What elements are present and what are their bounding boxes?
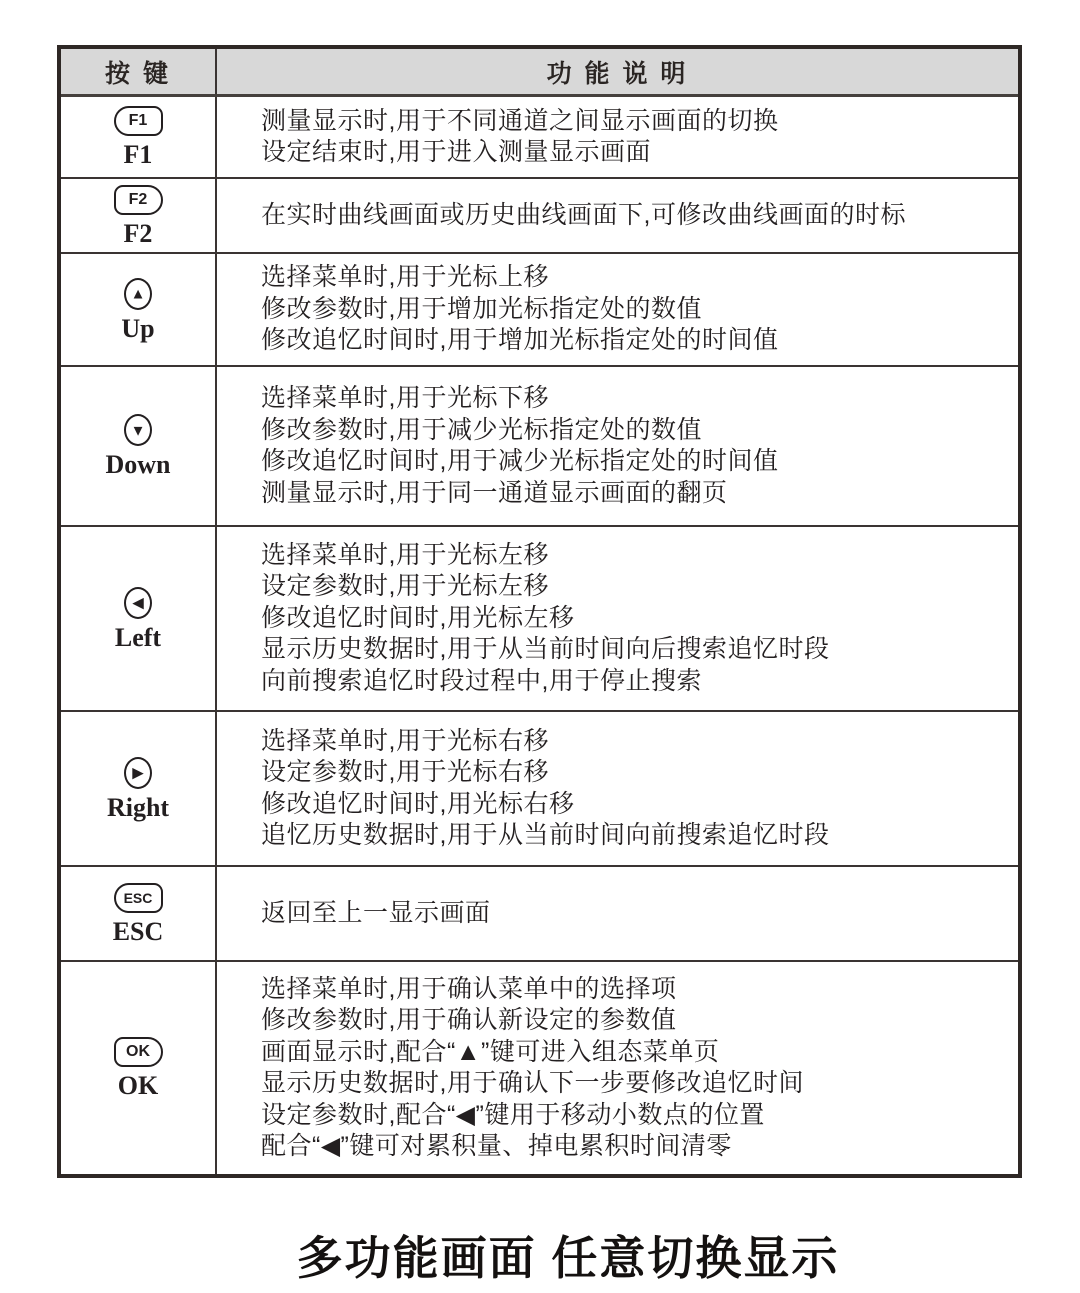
function-line: 测量显示时,用于不同通道之间显示画面的切换 xyxy=(261,106,779,135)
table-row-down xyxy=(61,367,1018,527)
function-cell-ok xyxy=(217,962,1018,1174)
f2-keycap-text: F2 xyxy=(128,190,148,208)
key-label-up: Up xyxy=(121,313,155,343)
function-line: 设定结束时,用于进入测量显示画面 xyxy=(261,138,651,166)
key-label-left: Left xyxy=(114,622,162,652)
function-line: 修改追忆时间时,用光标左移 xyxy=(261,603,575,632)
function-cell-up xyxy=(217,254,1018,365)
key-cell-right xyxy=(61,712,217,865)
key-label-down: Down xyxy=(105,450,171,479)
function-cell-f2 xyxy=(217,179,1018,252)
f2-keycap-icon xyxy=(114,185,163,215)
table-row-up xyxy=(61,254,1018,367)
function-line: 修改追忆时间时,用于减少光标指定处的时间值 xyxy=(261,447,779,475)
key-function-table xyxy=(57,45,1022,1178)
key-label-right: Right xyxy=(106,792,170,822)
function-line: 修改参数时,用于减少光标指定处的数值 xyxy=(261,415,702,444)
table-row-f1 xyxy=(61,97,1018,179)
table-row-ok xyxy=(61,962,1018,1174)
key-label-f2: F2 xyxy=(123,218,153,248)
function-cell-right xyxy=(217,712,1018,865)
function-line: 选择菜单时,用于光标下移 xyxy=(261,384,549,412)
esc-keycap-text: ESC xyxy=(123,889,153,906)
left-arrow-icon xyxy=(124,587,152,619)
ok-keycap-text: OK xyxy=(126,1043,150,1060)
table-row-left xyxy=(61,527,1018,712)
left-triangle-glyph: ◀ xyxy=(132,594,144,612)
function-line: 选择菜单时,用于光标右移 xyxy=(261,726,549,755)
function-line: 显示历史数据时,用于从当前时间向后搜索追忆时段 xyxy=(261,635,830,664)
function-line: 修改追忆时间时,用光标右移 xyxy=(261,789,575,818)
table-row-f2 xyxy=(61,179,1018,254)
page-caption: 多功能画面 任意切换显示 xyxy=(296,1232,840,1284)
function-line: 返回至上一显示画面 xyxy=(261,898,491,927)
header-key-column: 按 键 xyxy=(61,49,217,94)
function-line: 设定参数时,用于光标左移 xyxy=(261,572,549,601)
function-line: 选择菜单时,用于确认菜单中的选择项 xyxy=(261,974,677,1003)
function-line: 测量显示时,用于同一通道显示画面的翻页 xyxy=(261,478,728,507)
function-line: 选择菜单时,用于光标左移 xyxy=(261,540,549,569)
function-cell-down xyxy=(217,367,1018,525)
down-arrow-icon xyxy=(124,414,152,446)
function-cell-f1 xyxy=(217,97,1018,177)
right-triangle-glyph: ▶ xyxy=(132,764,144,782)
table-row-right xyxy=(61,712,1018,867)
function-line: 设定参数时,配合“◀”键用于移动小数点的位置 xyxy=(261,1100,765,1129)
up-arrow-icon xyxy=(124,278,152,310)
function-line: 向前搜索追忆时段过程中,用于停止搜索 xyxy=(261,666,702,695)
key-cell-ok xyxy=(61,962,217,1174)
key-label-esc: ESC xyxy=(112,916,164,946)
key-cell-f2 xyxy=(61,179,217,252)
function-line: 修改参数时,用于增加光标指定处的数值 xyxy=(261,294,702,323)
right-arrow-icon xyxy=(124,757,152,789)
header-function-column: 功 能 说 明 xyxy=(546,59,689,88)
f1-keycap-text: F1 xyxy=(128,112,148,129)
f1-keycap-icon xyxy=(114,106,163,136)
function-line: 设定参数时,用于光标右移 xyxy=(261,758,549,786)
function-line: 画面显示时,配合“▲”键可进入组态菜单页 xyxy=(261,1037,720,1066)
key-cell-down xyxy=(61,367,217,525)
function-line: 配合“◀”键可对累积量、掉电累积时间清零 xyxy=(261,1132,732,1160)
up-triangle-glyph: ▲ xyxy=(130,285,146,303)
key-cell-f1 xyxy=(61,97,217,177)
key-cell-esc xyxy=(61,867,217,960)
key-cell-up xyxy=(61,254,217,365)
key-label-ok: OK xyxy=(117,1071,159,1100)
function-line: 追忆历史数据时,用于从当前时间向前搜索追忆时段 xyxy=(261,821,830,849)
function-line: 修改追忆时间时,用于增加光标指定处的时间值 xyxy=(261,326,779,355)
down-triangle-glyph: ▼ xyxy=(130,422,146,439)
ok-keycap-icon xyxy=(114,1037,163,1067)
function-line: 选择菜单时,用于光标上移 xyxy=(261,263,549,292)
esc-keycap-icon xyxy=(114,883,163,913)
function-cell-left xyxy=(217,527,1018,710)
key-label-f1: F1 xyxy=(123,140,153,169)
function-line: 在实时曲线画面或历史曲线画面下,可修改曲线画面的时标 xyxy=(261,200,906,229)
function-line: 修改参数时,用于确认新设定的参数值 xyxy=(261,1006,677,1034)
key-cell-left xyxy=(61,527,217,710)
function-cell-esc xyxy=(217,867,1018,960)
function-line: 显示历史数据时,用于确认下一步要修改追忆时间 xyxy=(261,1069,804,1097)
table-row-esc xyxy=(61,867,1018,962)
table-header-row xyxy=(61,49,1018,97)
